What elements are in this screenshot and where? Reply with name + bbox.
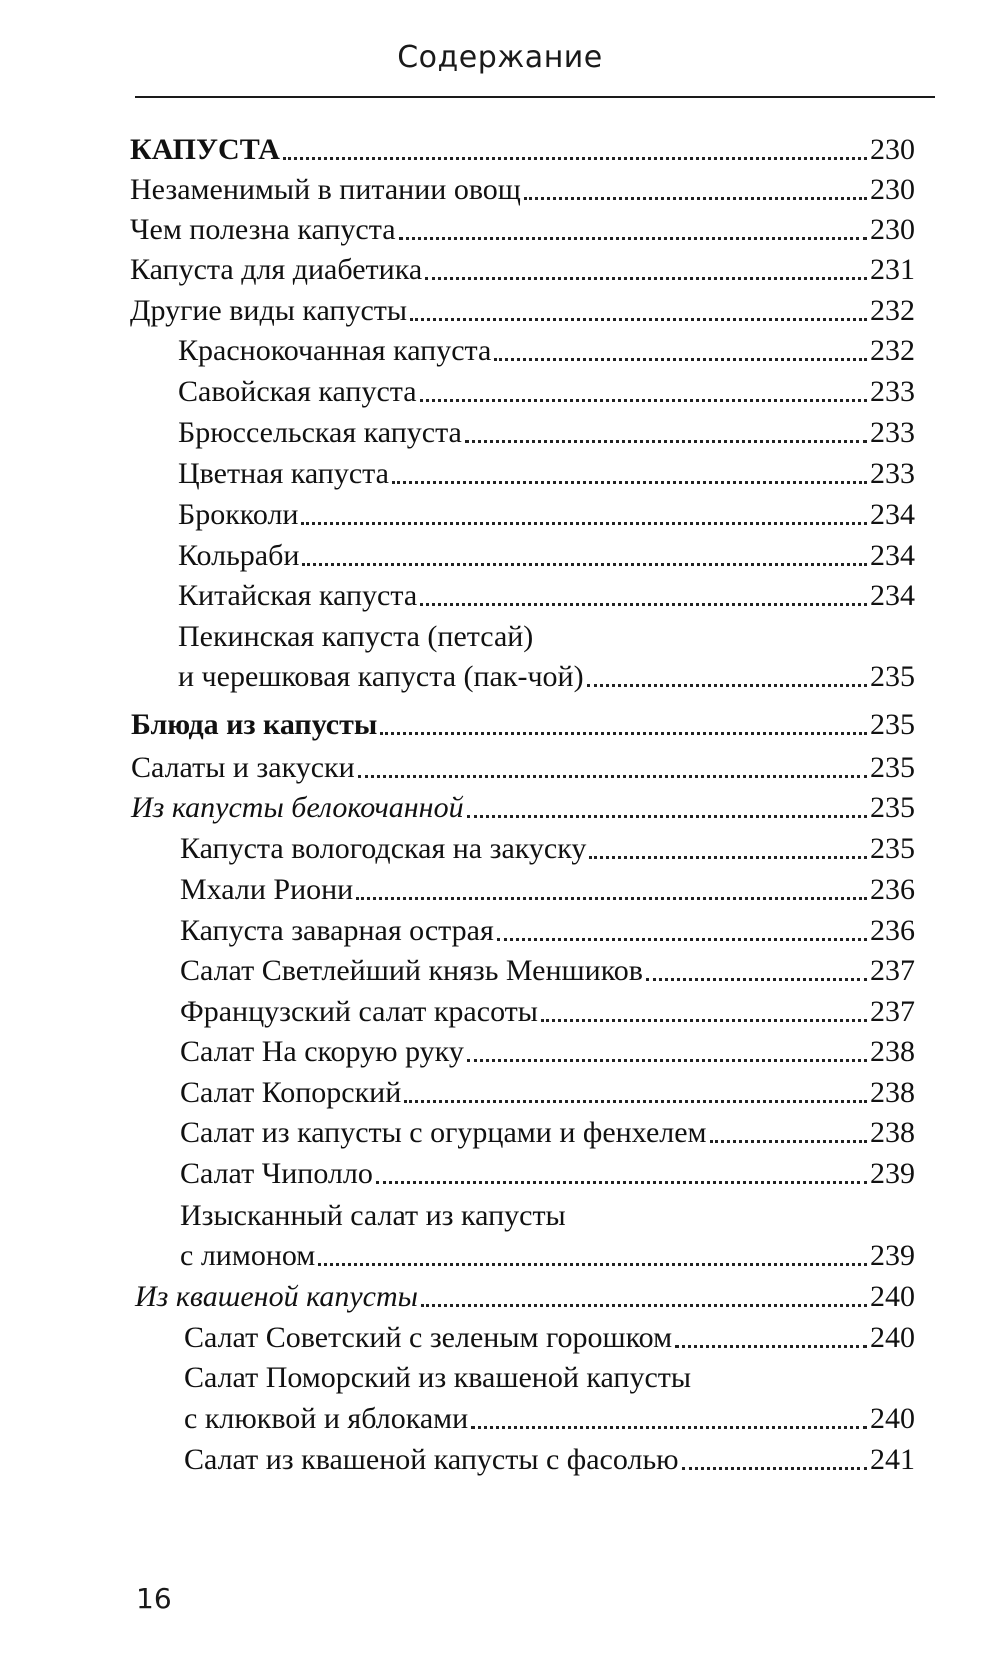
dot-leader	[283, 157, 867, 160]
toc-entry-page: 233	[870, 375, 915, 408]
dot-leader	[710, 1140, 867, 1143]
toc-entry	[178, 495, 915, 535]
toc-entry	[180, 1154, 915, 1194]
toc-entry	[178, 536, 915, 576]
toc-entry-title: Краснокочанная капуста	[178, 334, 492, 367]
dot-leader	[376, 1181, 867, 1184]
dot-leader	[497, 938, 867, 941]
toc-entry	[178, 331, 915, 371]
toc-entry	[135, 1277, 915, 1317]
toc-entry-title: Из капусты белокочанной	[131, 791, 464, 824]
toc-entry	[131, 748, 915, 788]
toc-entry-title: с клюквой и яблоками	[184, 1402, 469, 1435]
toc-entry-page: 230	[870, 133, 915, 166]
dot-leader	[465, 440, 867, 443]
toc-entry-page: 233	[870, 416, 915, 449]
dot-leader	[318, 1263, 867, 1266]
toc-entry-title: Чем полезна капуста	[130, 213, 396, 246]
dot-leader	[404, 1100, 867, 1103]
dot-leader	[421, 1304, 867, 1307]
toc-entry-title: Салат из капусты с огурцами и фенхелем	[180, 1116, 707, 1149]
toc-entry-title: Брюссельская капуста	[178, 416, 462, 449]
toc-entry-title: Салаты и закуски	[131, 751, 355, 784]
running-header: Содержание	[397, 40, 603, 75]
toc-entry-title: Салат Чиполло	[180, 1157, 373, 1190]
dot-leader	[494, 358, 867, 361]
toc-entry-title: КАПУСТА	[130, 133, 280, 166]
toc-entry-page: 230	[870, 173, 915, 206]
toc-entry-title: Капуста для диабетика	[130, 253, 423, 286]
dot-leader	[420, 603, 867, 606]
toc-entry-title: Пекинская капуста (петсай)	[178, 620, 534, 653]
toc-entry-page: 234	[870, 539, 915, 572]
toc-entry-title: Брокколи	[178, 498, 299, 531]
toc-entry-title: Китайская капуста	[178, 579, 418, 612]
toc-entry	[130, 130, 915, 170]
toc-entry-title: Капуста вологодская на закуску	[180, 832, 587, 865]
toc-entry-title: Мхали Риони	[180, 873, 354, 906]
toc-entry	[178, 576, 915, 616]
dot-leader	[392, 481, 867, 484]
toc-entry-page: 237	[870, 954, 915, 987]
toc-entry-page: 234	[870, 579, 915, 612]
toc-entry	[130, 250, 915, 290]
dot-leader	[420, 399, 867, 402]
toc-entry-title: Кольраби	[178, 539, 300, 572]
toc-entry-page: 239	[870, 1239, 915, 1272]
toc-entry-title: Из квашеной капусты	[135, 1280, 418, 1313]
toc-entry	[178, 372, 915, 412]
toc-entry-title: Изысканный салат из капусты	[180, 1199, 566, 1232]
toc-entry-page: 241	[870, 1443, 915, 1476]
toc-entry-title: Цветная капуста	[178, 457, 389, 490]
dot-leader	[380, 732, 867, 735]
toc-entry-title: Салат На скорую руку	[180, 1035, 464, 1068]
toc-entry	[130, 210, 915, 250]
toc-entry-title: Салат из квашеной капусты с фасолью	[184, 1443, 679, 1476]
dot-leader	[646, 978, 867, 981]
toc-entry-page: 235	[870, 660, 915, 693]
toc-entry-page: 235	[870, 708, 915, 741]
dot-leader	[471, 1426, 867, 1429]
toc-entry-page: 235	[870, 751, 915, 784]
page-number: 16	[136, 1582, 172, 1615]
toc-entry-title: Салат Светлейший князь Меншиков	[180, 954, 643, 987]
toc-entry	[178, 657, 915, 697]
toc-entry	[184, 1440, 915, 1480]
dot-leader	[589, 856, 867, 859]
toc-entry	[180, 1196, 915, 1236]
toc-entry-title: Блюда из капусты	[131, 708, 378, 741]
dot-leader	[425, 277, 867, 280]
toc-entry-title: с лимоном	[180, 1239, 316, 1272]
dot-leader	[399, 237, 867, 240]
toc-entry-page: 232	[870, 334, 915, 367]
toc-entry-title: Французский салат красоты	[180, 995, 538, 1028]
toc-entry	[184, 1358, 915, 1398]
toc-entry-page: 238	[870, 1116, 915, 1149]
toc-entry-page: 231	[870, 253, 915, 286]
toc-entry	[178, 413, 915, 453]
dot-leader	[675, 1345, 867, 1348]
dot-leader	[467, 1059, 867, 1062]
dot-leader	[410, 318, 867, 321]
toc-entry-page: 235	[870, 791, 915, 824]
toc-entry	[180, 992, 915, 1032]
toc-entry-page: 230	[870, 213, 915, 246]
dot-leader	[467, 815, 867, 818]
dot-leader	[356, 897, 867, 900]
toc-entry-page: 240	[870, 1321, 915, 1354]
toc-entry-page: 234	[870, 498, 915, 531]
dot-leader	[358, 775, 867, 778]
toc-entry	[130, 170, 915, 210]
toc-entry-title: Салат Копорский	[180, 1076, 402, 1109]
toc-entry-page: 240	[870, 1280, 915, 1313]
dot-leader	[302, 563, 867, 566]
toc-entry	[184, 1399, 915, 1439]
toc-entry	[180, 1073, 915, 1113]
dot-leader	[524, 197, 867, 200]
toc-entry-title: Савойская капуста	[178, 375, 417, 408]
dot-leader	[301, 522, 867, 525]
toc-entry-page: 238	[870, 1035, 915, 1068]
toc-entry	[180, 870, 915, 910]
toc-entry	[131, 788, 915, 828]
toc-entry	[178, 617, 915, 657]
toc-entry	[180, 951, 915, 991]
toc-entry-page: 233	[870, 457, 915, 490]
toc-entry-title: Капуста заварная острая	[180, 914, 494, 947]
toc-entry-title: Салат Поморский из квашеной капусты	[184, 1361, 692, 1394]
toc-entry	[180, 911, 915, 951]
toc-entry-page: 236	[870, 873, 915, 906]
toc-entry	[180, 1236, 915, 1276]
toc-entry	[130, 291, 915, 331]
toc-entry	[184, 1318, 915, 1358]
toc-entry-page: 237	[870, 995, 915, 1028]
dot-leader	[587, 684, 867, 687]
toc-entry-page: 235	[870, 832, 915, 865]
toc-entry-page: 232	[870, 294, 915, 327]
toc-entry	[180, 829, 915, 869]
dot-leader	[682, 1467, 867, 1470]
toc-entry	[180, 1113, 915, 1153]
toc-entry-title: Незаменимый в питании овощ	[130, 173, 521, 206]
toc-entry-page: 239	[870, 1157, 915, 1190]
toc-entry-title: Другие виды капусты	[130, 294, 408, 327]
toc-entry	[178, 454, 915, 494]
toc-entry-page: 236	[870, 914, 915, 947]
toc-entry-page: 238	[870, 1076, 915, 1109]
toc-entry-page: 240	[870, 1402, 915, 1435]
dot-leader	[541, 1019, 867, 1022]
toc-entry-title: и черешковая капуста (пак-чой)	[178, 660, 584, 693]
toc-entry-title: Салат Советский с зеленым горошком	[184, 1321, 673, 1354]
toc-entry	[131, 705, 915, 745]
toc-entry	[180, 1032, 915, 1072]
